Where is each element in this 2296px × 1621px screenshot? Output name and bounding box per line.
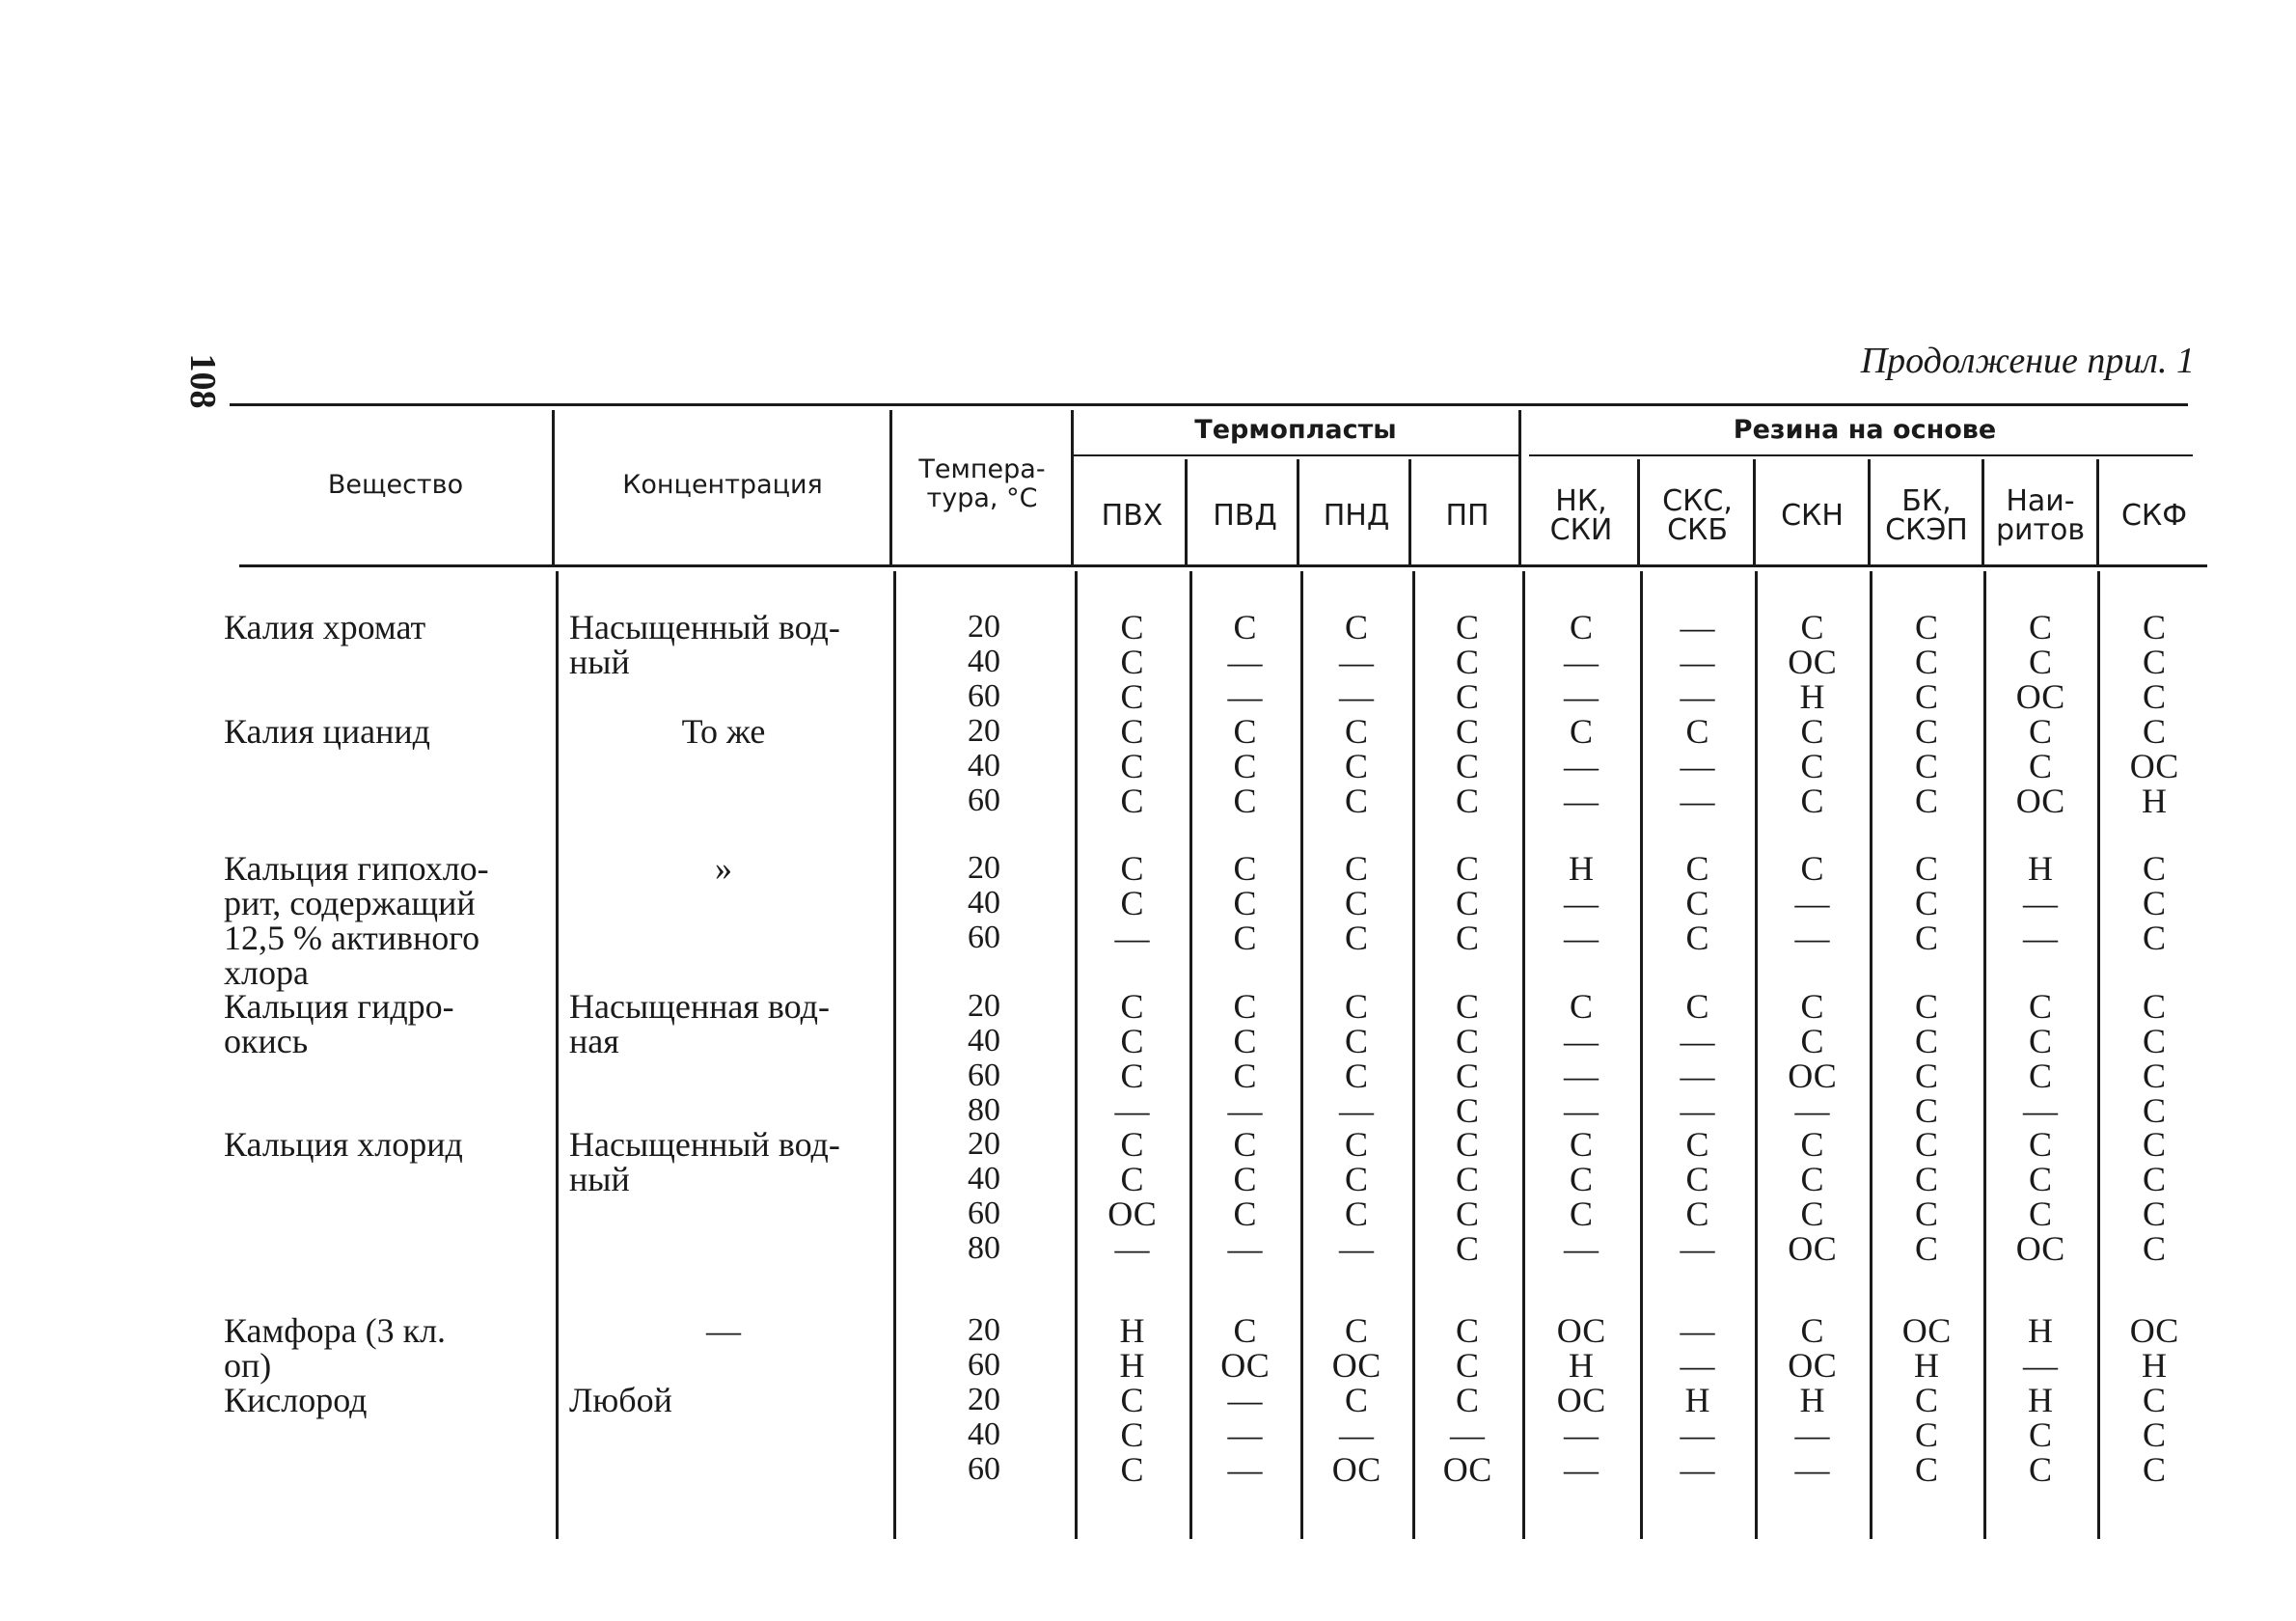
resistance-value: — — [1564, 677, 1599, 716]
resistance-value: С — [1233, 987, 1257, 1026]
resistance-value: С — [1455, 712, 1479, 751]
resistance-value: С — [2142, 1125, 2166, 1164]
header-thermoplastics: Термопласты — [1194, 415, 1397, 445]
col-divider — [893, 571, 896, 1539]
resistance-value: С — [1569, 1195, 1593, 1233]
resistance-value: С — [1120, 884, 1144, 922]
col-divider — [1300, 571, 1303, 1539]
resistance-value: Н — [2142, 782, 2167, 820]
resistance-value: С — [2028, 1195, 2052, 1233]
temperature-value: 20 — [968, 1312, 1000, 1348]
resistance-value: С — [1800, 1125, 1824, 1164]
resistance-value: — — [1564, 1057, 1599, 1095]
resistance-value: С — [1455, 987, 1479, 1026]
resistance-value: С — [1800, 987, 1824, 1026]
header-col-0: ПВХ — [1101, 499, 1163, 533]
resistance-value: — — [1794, 1450, 1830, 1489]
header-col-1: ПВД — [1213, 499, 1277, 533]
resistance-value: — — [1794, 1415, 1830, 1454]
resistance-value: — — [1680, 1057, 1715, 1095]
concentration-value: — — [706, 1311, 741, 1350]
resistance-value: Н — [1914, 1346, 1939, 1385]
resistance-value: С — [1344, 747, 1368, 785]
resistance-value: — — [1680, 1415, 1715, 1454]
resistance-value: С — [1344, 782, 1368, 820]
resistance-value: С — [1455, 1057, 1479, 1095]
resistance-value: С — [2142, 643, 2166, 681]
resistance-value: С — [2142, 919, 2166, 957]
resistance-value: С — [1344, 987, 1368, 1026]
temperature-value: 20 — [968, 850, 1000, 886]
resistance-value: — — [1114, 919, 1150, 957]
resistance-value: С — [1685, 1125, 1709, 1164]
resistance-value: ОС — [1331, 1450, 1381, 1489]
resistance-value: Н — [1119, 1346, 1145, 1385]
resistance-value: С — [1914, 1091, 1938, 1130]
resistance-value: С — [1455, 608, 1479, 646]
resistance-value: С — [1455, 884, 1479, 922]
temperature-value: 80 — [968, 1230, 1000, 1266]
concentration-value: » — [715, 849, 732, 888]
resistance-value: С — [1120, 1125, 1144, 1164]
resistance-value: — — [1339, 643, 1374, 681]
resistance-value: — — [1114, 1091, 1150, 1130]
resistance-value: С — [1120, 747, 1144, 785]
resistance-value: С — [1120, 643, 1144, 681]
resistance-value: С — [1569, 1160, 1593, 1198]
col-divider — [1522, 571, 1525, 1539]
resistance-value: С — [1120, 1160, 1144, 1198]
resistance-value: С — [1914, 1229, 1938, 1268]
resistance-value: С — [1120, 1450, 1144, 1489]
resistance-value: С — [1344, 1381, 1368, 1419]
resistance-value: С — [1800, 1160, 1824, 1198]
resistance-value: С — [2028, 747, 2052, 785]
resistance-value: С — [2142, 1415, 2166, 1454]
header-col-7: БК, СКЭП — [1885, 484, 1968, 547]
resistance-value: ОС — [1788, 1229, 1837, 1268]
resistance-value: Н — [1119, 1311, 1145, 1350]
resistance-value: ОС — [2015, 1229, 2065, 1268]
concentration-value: Насыщенный вод- ный — [569, 1125, 840, 1198]
resistance-value: С — [1455, 1125, 1479, 1164]
resistance-value: С — [1800, 1195, 1824, 1233]
resistance-value: С — [1233, 782, 1257, 820]
resistance-value: ОС — [2015, 782, 2065, 820]
resistance-value: С — [1800, 849, 1824, 888]
temperature-value: 60 — [968, 1451, 1000, 1487]
resistance-value: — — [1680, 677, 1715, 716]
resistance-value: С — [2028, 643, 2052, 681]
resistance-value: С — [1914, 1450, 1938, 1489]
resistance-value: С — [1233, 1057, 1257, 1095]
resistance-value: — — [1564, 1450, 1599, 1489]
resistance-value: — — [1680, 1091, 1715, 1130]
resistance-value: С — [2142, 608, 2166, 646]
resistance-value: С — [2142, 1450, 2166, 1489]
resistance-value: С — [1914, 987, 1938, 1026]
resistance-value: С — [1455, 849, 1479, 888]
resistance-value: С — [1120, 987, 1144, 1026]
resistance-value: С — [1344, 1195, 1368, 1233]
resistance-value: С — [1344, 1311, 1368, 1350]
resistance-value: С — [1233, 712, 1257, 751]
resistance-value: — — [1227, 1450, 1263, 1489]
resistance-value: ОС — [2129, 1311, 2179, 1350]
resistance-value: — — [1114, 1229, 1150, 1268]
resistance-value: — — [1680, 1450, 1715, 1489]
resistance-value: С — [1914, 747, 1938, 785]
resistance-value: С — [2142, 849, 2166, 888]
resistance-value: С — [1344, 712, 1368, 751]
resistance-value: С — [2142, 1022, 2166, 1060]
resistance-value: — — [1564, 782, 1599, 820]
resistance-value: Н — [1799, 677, 1825, 716]
resistance-value: С — [1344, 1160, 1368, 1198]
resistance-value: С — [2142, 987, 2166, 1026]
resistance-value: С — [1800, 1022, 1824, 1060]
temperature-value: 20 — [968, 988, 1000, 1024]
substance-name: Кальция хлорид — [224, 1125, 463, 1164]
resistance-value: С — [1914, 1415, 1938, 1454]
resistance-value: С — [1685, 849, 1709, 888]
col-divider — [1189, 571, 1192, 1539]
resistance-value: — — [2023, 1091, 2058, 1130]
temperature-value: 20 — [968, 1126, 1000, 1162]
col-divider — [1640, 571, 1643, 1539]
temperature-value: 60 — [968, 783, 1000, 818]
header-col-5: СКС, СКБ — [1662, 484, 1733, 547]
col-divider — [1075, 571, 1078, 1539]
resistance-value: — — [1339, 1415, 1374, 1454]
temperature-value: 20 — [968, 713, 1000, 749]
resistance-value: ОС — [1107, 1195, 1157, 1233]
resistance-value: ОС — [2015, 677, 2065, 716]
resistance-value: С — [1233, 884, 1257, 922]
resistance-value: С — [1569, 608, 1593, 646]
resistance-value: Н — [2028, 1311, 2053, 1350]
resistance-value: — — [1564, 1415, 1599, 1454]
resistance-value: ОС — [1788, 1057, 1837, 1095]
resistance-value: — — [1564, 747, 1599, 785]
resistance-value: Н — [2028, 849, 2053, 888]
resistance-value: — — [1227, 643, 1263, 681]
resistance-value: — — [1564, 919, 1599, 957]
resistance-value: — — [1564, 1091, 1599, 1130]
resistance-value: — — [2023, 919, 2058, 957]
resistance-value: С — [2142, 712, 2166, 751]
resistance-value: С — [2028, 1022, 2052, 1060]
col-divider — [1755, 571, 1758, 1539]
resistance-value: — — [1339, 677, 1374, 716]
resistance-value: С — [1344, 1022, 1368, 1060]
substance-name: Кислород — [224, 1381, 368, 1419]
substance-name: Калия хромат — [224, 608, 426, 646]
resistance-value: — — [1227, 1381, 1263, 1419]
resistance-value: — — [1339, 1229, 1374, 1268]
resistance-value: С — [1120, 849, 1144, 888]
resistance-value: С — [1233, 1125, 1257, 1164]
temperature-value: 20 — [968, 1382, 1000, 1417]
resistance-value: С — [1344, 1125, 1368, 1164]
resistance-value: С — [1685, 987, 1709, 1026]
rubber-group-rule — [1529, 454, 2193, 456]
resistance-value: — — [1339, 1091, 1374, 1130]
header-temperature: Темпера- тура, °С — [918, 454, 1046, 513]
resistance-value: С — [1455, 1229, 1479, 1268]
top-rule — [230, 403, 2188, 406]
resistance-value: С — [1914, 1195, 1938, 1233]
resistance-value: С — [1455, 747, 1479, 785]
resistance-value: ОС — [1331, 1346, 1381, 1385]
resistance-value: С — [1233, 919, 1257, 957]
resistance-value: С — [1455, 1022, 1479, 1060]
resistance-value: С — [2142, 1381, 2166, 1419]
resistance-value: — — [1227, 1415, 1263, 1454]
substance-name: Кальция гидро- окись — [224, 987, 454, 1060]
header-col-9: СКФ — [2120, 499, 2188, 533]
resistance-value: С — [2142, 1229, 2166, 1268]
resistance-value: С — [1685, 712, 1709, 751]
resistance-value: — — [1564, 884, 1599, 922]
col-divider — [889, 410, 892, 564]
resistance-value: С — [1233, 849, 1257, 888]
temperature-value: 80 — [968, 1092, 1000, 1128]
resistance-value: С — [1800, 608, 1824, 646]
resistance-value: — — [1564, 1022, 1599, 1060]
resistance-value: — — [1680, 643, 1715, 681]
resistance-value: — — [2023, 1346, 2058, 1385]
resistance-value: С — [2028, 712, 2052, 751]
resistance-value: — — [1227, 677, 1263, 716]
resistance-value: ОС — [1220, 1346, 1270, 1385]
resistance-value: С — [1569, 712, 1593, 751]
resistance-value: С — [1233, 1160, 1257, 1198]
resistance-value: С — [1914, 677, 1938, 716]
resistance-value: С — [1914, 712, 1938, 751]
resistance-value: С — [2028, 608, 2052, 646]
resistance-value: С — [1120, 1057, 1144, 1095]
col-divider — [1983, 571, 1986, 1539]
resistance-value: — — [1794, 919, 1830, 957]
resistance-value: С — [1685, 884, 1709, 922]
resistance-value: С — [2028, 1450, 2052, 1489]
resistance-value: С — [2028, 1125, 2052, 1164]
resistance-value: С — [1800, 782, 1824, 820]
resistance-value: — — [1680, 1229, 1715, 1268]
temperature-value: 60 — [968, 678, 1000, 714]
resistance-value: — — [1794, 884, 1830, 922]
resistance-value: С — [1800, 1311, 1824, 1350]
table-caption: Продолжение прил. 1 — [1860, 341, 2195, 381]
resistance-value: С — [1914, 849, 1938, 888]
temperature-value: 40 — [968, 748, 1000, 783]
resistance-value: С — [1455, 1091, 1479, 1130]
resistance-value: С — [2142, 1091, 2166, 1130]
resistance-value: — — [2023, 884, 2058, 922]
header-concentration: Концентрация — [622, 470, 823, 500]
resistance-value: — — [1680, 1346, 1715, 1385]
resistance-value: — — [1680, 1311, 1715, 1350]
resistance-value: С — [1344, 1057, 1368, 1095]
header-col-4: НК, СКИ — [1549, 484, 1613, 547]
temperature-value: 40 — [968, 1416, 1000, 1452]
resistance-value: С — [1233, 1311, 1257, 1350]
header-col-3: ПП — [1445, 499, 1490, 533]
temperature-value: 60 — [968, 1195, 1000, 1231]
resistance-value: С — [1233, 747, 1257, 785]
resistance-value: ОС — [1556, 1381, 1606, 1419]
resistance-value: С — [2028, 1415, 2052, 1454]
resistance-value: С — [1233, 608, 1257, 646]
resistance-value: С — [1800, 747, 1824, 785]
concentration-value: Насыщенный вод- ный — [569, 608, 840, 681]
resistance-value: Н — [1799, 1381, 1825, 1419]
resistance-value: С — [1914, 1125, 1938, 1164]
page-number: 108 — [182, 353, 223, 409]
resistance-value: С — [1455, 919, 1479, 957]
resistance-value: С — [1569, 987, 1593, 1026]
resistance-value: С — [1455, 782, 1479, 820]
resistance-value: С — [1120, 782, 1144, 820]
resistance-value: С — [1120, 1415, 1144, 1454]
resistance-value: С — [2028, 1160, 2052, 1198]
temperature-value: 60 — [968, 1347, 1000, 1383]
header-substance: Вещество — [327, 470, 464, 500]
col-divider — [552, 410, 555, 564]
resistance-value: С — [2142, 677, 2166, 716]
temperature-value: 20 — [968, 609, 1000, 645]
resistance-value: С — [1120, 1022, 1144, 1060]
resistance-value: — — [1450, 1415, 1485, 1454]
resistance-value: С — [1914, 643, 1938, 681]
resistance-value: С — [1914, 1057, 1938, 1095]
resistance-value: С — [1914, 1160, 1938, 1198]
resistance-value: С — [1455, 1311, 1479, 1350]
temperature-value: 40 — [968, 885, 1000, 920]
resistance-value: С — [1914, 919, 1938, 957]
header-col-2: ПНД — [1323, 499, 1390, 533]
temperature-value: 60 — [968, 1058, 1000, 1093]
substance-name: Калия цианид — [224, 712, 430, 751]
resistance-value: С — [1569, 1125, 1593, 1164]
resistance-value: С — [2028, 987, 2052, 1026]
resistance-value: С — [1685, 919, 1709, 957]
resistance-value: С — [1685, 1160, 1709, 1198]
resistance-value: — — [1564, 1229, 1599, 1268]
resistance-value: Н — [2142, 1346, 2167, 1385]
resistance-value: Н — [1569, 849, 1594, 888]
resistance-value: С — [1455, 1160, 1479, 1198]
resistance-value: — — [1227, 1229, 1263, 1268]
resistance-value: ОС — [2129, 747, 2179, 785]
col-divider — [1870, 571, 1872, 1539]
resistance-value: С — [1800, 712, 1824, 751]
resistance-value: С — [1914, 884, 1938, 922]
resistance-value: С — [1344, 608, 1368, 646]
resistance-value: С — [1685, 1195, 1709, 1233]
resistance-value: С — [2142, 1195, 2166, 1233]
resistance-value: С — [1455, 1195, 1479, 1233]
resistance-value: Н — [1684, 1381, 1710, 1419]
resistance-value: — — [1680, 747, 1715, 785]
resistance-value: ОС — [1788, 643, 1837, 681]
resistance-value: — — [1227, 1091, 1263, 1130]
resistance-value: — — [1794, 1091, 1830, 1130]
resistance-value: — — [1564, 643, 1599, 681]
substance-name: Камфора (3 кл. оп) — [224, 1311, 447, 1385]
substance-name: Кальция гипохло- рит, содержащий 12,5 % активного хлора — [224, 849, 489, 992]
resistance-value: С — [1120, 712, 1144, 751]
header-col-6: СКН — [1781, 499, 1844, 533]
resistance-value: С — [1120, 608, 1144, 646]
resistance-value: С — [1344, 849, 1368, 888]
temperature-value: 60 — [968, 920, 1000, 955]
col-divider — [1412, 571, 1415, 1539]
resistance-value: С — [1344, 884, 1368, 922]
resistance-value: С — [1455, 1381, 1479, 1419]
header-col-8: Наи- ритов — [1995, 484, 2086, 547]
resistance-value: С — [1914, 608, 1938, 646]
resistance-value: С — [2142, 1160, 2166, 1198]
thermo-group-rule — [1073, 454, 1518, 456]
resistance-value: С — [1120, 1381, 1144, 1419]
header-rule — [239, 564, 2207, 567]
resistance-value: — — [1680, 782, 1715, 820]
resistance-value: — — [1680, 1022, 1715, 1060]
resistance-value: С — [1344, 919, 1368, 957]
resistance-value: С — [1455, 643, 1479, 681]
concentration-value: Любой — [569, 1381, 672, 1419]
resistance-value: С — [1233, 1195, 1257, 1233]
resistance-value: ОС — [1788, 1346, 1837, 1385]
resistance-value: С — [2142, 884, 2166, 922]
resistance-value: С — [2142, 1057, 2166, 1095]
temperature-value: 40 — [968, 644, 1000, 679]
col-divider — [2097, 571, 2100, 1539]
resistance-value: — — [1680, 608, 1715, 646]
resistance-value: ОС — [1556, 1311, 1606, 1350]
resistance-value: Н — [1569, 1346, 1594, 1385]
resistance-value: С — [1914, 1381, 1938, 1419]
resistance-value: ОС — [1442, 1450, 1492, 1489]
resistance-value: С — [1914, 782, 1938, 820]
resistance-value: С — [1120, 677, 1144, 716]
resistance-value: Н — [2028, 1381, 2053, 1419]
temperature-value: 40 — [968, 1023, 1000, 1058]
resistance-value: С — [1455, 1346, 1479, 1385]
resistance-value: С — [2028, 1057, 2052, 1095]
resistance-value: С — [1233, 1022, 1257, 1060]
resistance-value: С — [1455, 677, 1479, 716]
concentration-value: Насыщенная вод- ная — [569, 987, 830, 1060]
temperature-value: 40 — [968, 1161, 1000, 1196]
header-rubber: Резина на основе — [1733, 415, 1997, 445]
col-divider — [1518, 410, 1521, 564]
resistance-value: ОС — [1901, 1311, 1952, 1350]
col-divider — [556, 571, 559, 1539]
resistance-value: С — [1914, 1022, 1938, 1060]
concentration-value: То же — [681, 712, 766, 751]
